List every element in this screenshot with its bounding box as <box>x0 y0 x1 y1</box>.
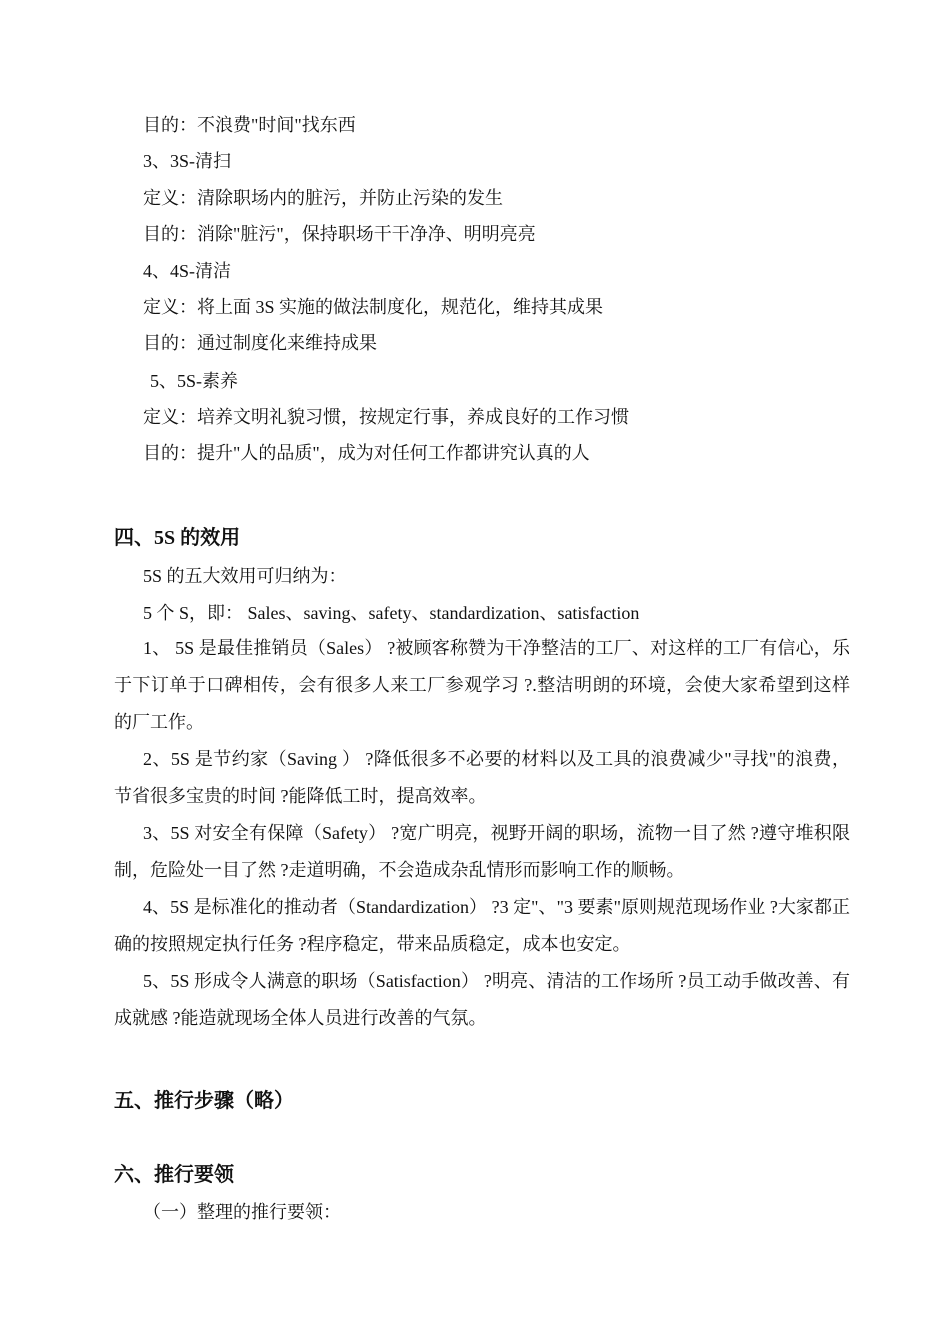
item-title: 3、3S-清扫 <box>143 151 232 171</box>
purpose-line: 目的：消除"脏污"，保持职场干干净净、明明亮亮 <box>143 224 536 244</box>
five-s-line: 5 个 S，即： Sales、saving、safety、standardization、satisfaction <box>143 603 640 623</box>
definition-line: 定义：将上面 3S 实施的做法制度化，规范化，维持其成果 <box>143 297 604 317</box>
subsection-title: （一）整理的推行要领： <box>143 1202 341 1222</box>
item-title: 4、4S-清洁 <box>143 261 232 281</box>
section-heading: 五、推行步骤（略） <box>114 1090 294 1112</box>
purpose-line: 目的：不浪费"时间"找东西 <box>143 115 356 135</box>
item-title: 5、5S-素养 <box>150 371 239 391</box>
benefit-paragraph: 3、5S 对安全有保障（Safety） ?宽广明亮，视野开阔的职场，流物一目了然 ?遵守堆积限制，危险处一目了然 ?走道明确，不会造成杂乱情形而影响工作的顺畅。 <box>114 823 850 880</box>
section-heading: 四、5S 的效用 <box>114 527 241 549</box>
purpose-line: 目的：提升"人的品质"，成为对任何工作都讲究认真的人 <box>143 443 590 463</box>
benefit-paragraph: 1、 5S 是最佳推销员（Sales） ?被顾客称赞为干净整洁的工厂、对这样的工厂有信心，乐于下订单于口碑相传，会有很多人来工厂参观学习 ?.整洁明朗的环境，会使大家希望到这样的厂工作。 <box>114 638 850 732</box>
benefit-paragraph: 4、5S 是标准化的推动者（Standardization） ?3 定"、"3 要素"原则规范现场作业 ?大家都正确的按照规定执行任务 ?程序稳定，带来品质稳定，成本也安定。 <box>114 897 850 954</box>
section-heading: 六、推行要领 <box>114 1164 234 1186</box>
purpose-line: 目的：通过制度化来维持成果 <box>143 333 377 353</box>
definition-line: 定义：清除职场内的脏污，并防止污染的发生 <box>143 188 503 208</box>
benefit-paragraph: 2、5S 是节约家（Saving ） ?降低很多不必要的材料以及工具的浪费减少"寻找"的浪费，节省很多宝贵的时间 ?能降低工时，提高效率。 <box>114 749 850 806</box>
definition-line: 定义：培养文明礼貌习惯，按规定行事，养成良好的工作习惯 <box>143 407 629 427</box>
benefit-paragraph: 5、5S 形成令人满意的职场（Satisfaction） ?明亮、清洁的工作场所 ?员工动手做改善、有成就感 ?能造就现场全体人员进行改善的气氛。 <box>114 971 850 1028</box>
intro-line: 5S 的五大效用可归纳为： <box>143 566 347 586</box>
